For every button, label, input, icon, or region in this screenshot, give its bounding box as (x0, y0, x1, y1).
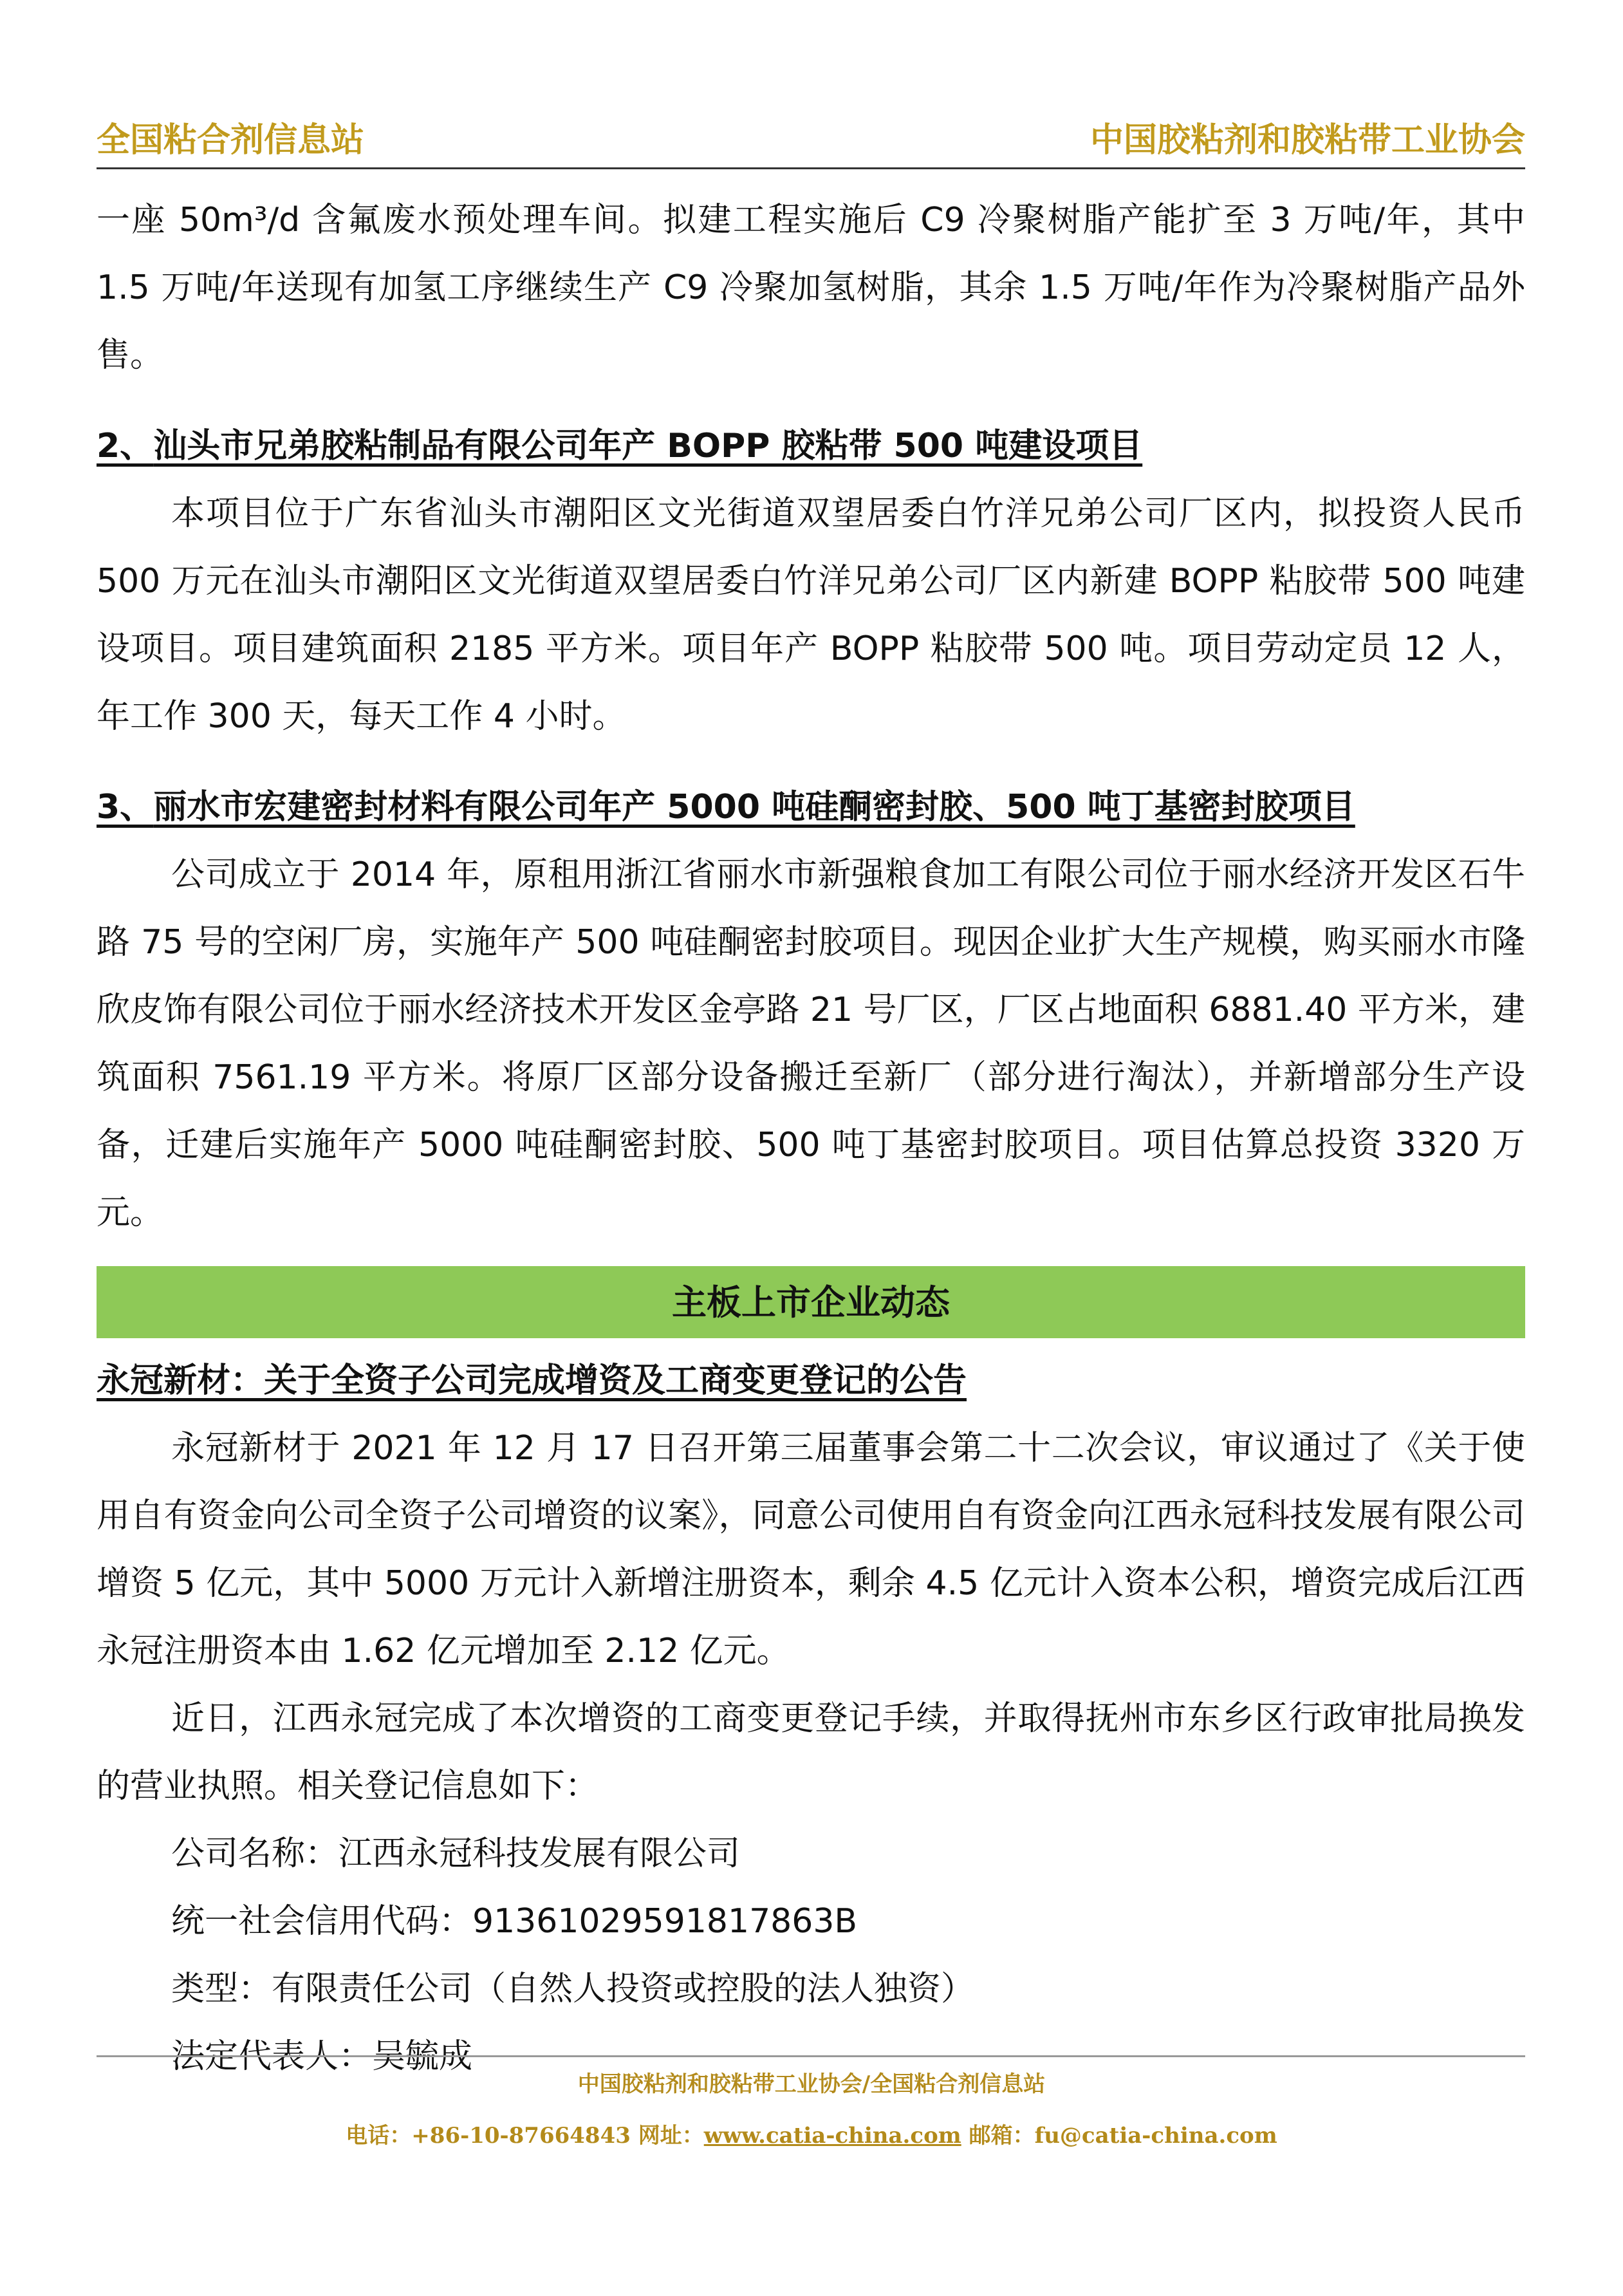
info-credit-code: 统一社会信用代码：91361029591817863B (171, 1902, 858, 1941)
item-3-title (97, 774, 1525, 841)
item-2-title (97, 413, 1525, 480)
item-2-title-text: 汕头市兄弟胶粘制品有限公司年产 BOPP 胶粘带 500 吨建设项目 (153, 427, 1143, 465)
item-3-number: 3、 (97, 788, 154, 826)
item-2-body: 本项目位于广东省汕头市潮阳区文光街道双望居委白竹洋兄弟公司厂区内，拟投资人民币 500 万元在汕头市潮阳区文光街道双望居委白竹洋兄弟公司厂区内新建 BOPP 粘胶带 500 吨建设项目。项目建筑面积 2185 平方米。项目年产 BOPP 粘胶带 500 吨。项目劳动定员 12 人，年工作 300 天，每天工作 4 小时。 (97, 494, 1525, 736)
item-3-title-text: 丽水市宏建密封材料有限公司年产 5000 吨硅酮密封胶、500 吨丁基密封胶项目 (153, 788, 1355, 826)
footer-divider (97, 2055, 1525, 2057)
info-company-type: 类型：有限责任公司（自然人投资或控股的法人独资） (171, 1970, 975, 2008)
header-left-title: 全国粘合剂信息站 (97, 121, 365, 160)
footer-organization: 中国胶粘剂和胶粘带工业协会/全国粘合剂信息站 (577, 2071, 1046, 2097)
footer-phone: 电话：+86-10-87664843 网址： (346, 2123, 704, 2149)
section-banner-title: 主板上市企业动态 (672, 1282, 950, 1323)
header-right-title: 中国胶粘剂和胶粘带工业协会 (1090, 121, 1525, 160)
info-company-name: 公司名称：江西永冠科技发展有限公司 (171, 1834, 741, 1873)
item-2-number: 2、 (97, 427, 154, 465)
news-title: 永冠新材：关于全资子公司完成增资及工商变更登记的公告 (97, 1361, 967, 1400)
page-header (97, 116, 1525, 169)
footer-website-link[interactable]: www.catia-china.com (703, 2123, 961, 2149)
intro-paragraph: 一座 50m³/d 含氟废水预处理车间。拟建工程实施后 C9 冷聚树脂产能扩至 3 万吨/年，其中 1.5 万吨/年送现有加氢工序继续生产 C9 冷聚加氢树脂，其余 1.5 万吨/年作为冷聚树脂产品外售。 (97, 201, 1525, 375)
section-banner (97, 1266, 1525, 1338)
document-body (97, 187, 1525, 2091)
news-paragraph-2: 近日，江西永冠完成了本次增资的工商变更登记手续，并取得抚州市东乡区行政审批局换发的营业执照。相关登记信息如下： (97, 1699, 1525, 1806)
footer-email: 邮箱：fu@catia-china.com (961, 2123, 1277, 2149)
footer-contact (0, 2118, 1623, 2149)
info-legal-rep: 法定代表人：吴毓成 (171, 2037, 473, 2076)
item-3-body: 公司成立于 2014 年，原租用浙江省丽水市新强粮食加工有限公司位于丽水经济开发区石牛路 75 号的空闲厂房，实施年产 500 吨硅酮密封胶项目。现因企业扩大生产规模，购买丽水市隆欣皮饰有限公司位于丽水经济技术开发区金亭路 21 号厂区，厂区占地面积 6881.40 平方米，建筑面积 7561.19 平方米。将原厂区部分设备搬迁至新厂（部分进行淘汰），并新增部分生产设备，迁建后实施年产 5000 吨硅酮密封胶、500 吨丁基密封胶项目。项目估算总投资 3320 万元。 (97, 855, 1525, 1232)
news-paragraph-1: 永冠新材于 2021 年 12 月 17 日召开第三届董事会第二十二次会议，审议通过了《关于使用自有资金向公司全资子公司增资的议案》，同意公司使用自有资金向江西永冠科技发展有限公司增资 5 亿元，其中 5000 万元计入新增注册资本，剩余 4.5 亿元计入资本公积，增资完成后江西永冠注册资本由 1.62 亿元增加至 2.12 亿元。 (97, 1429, 1525, 1670)
